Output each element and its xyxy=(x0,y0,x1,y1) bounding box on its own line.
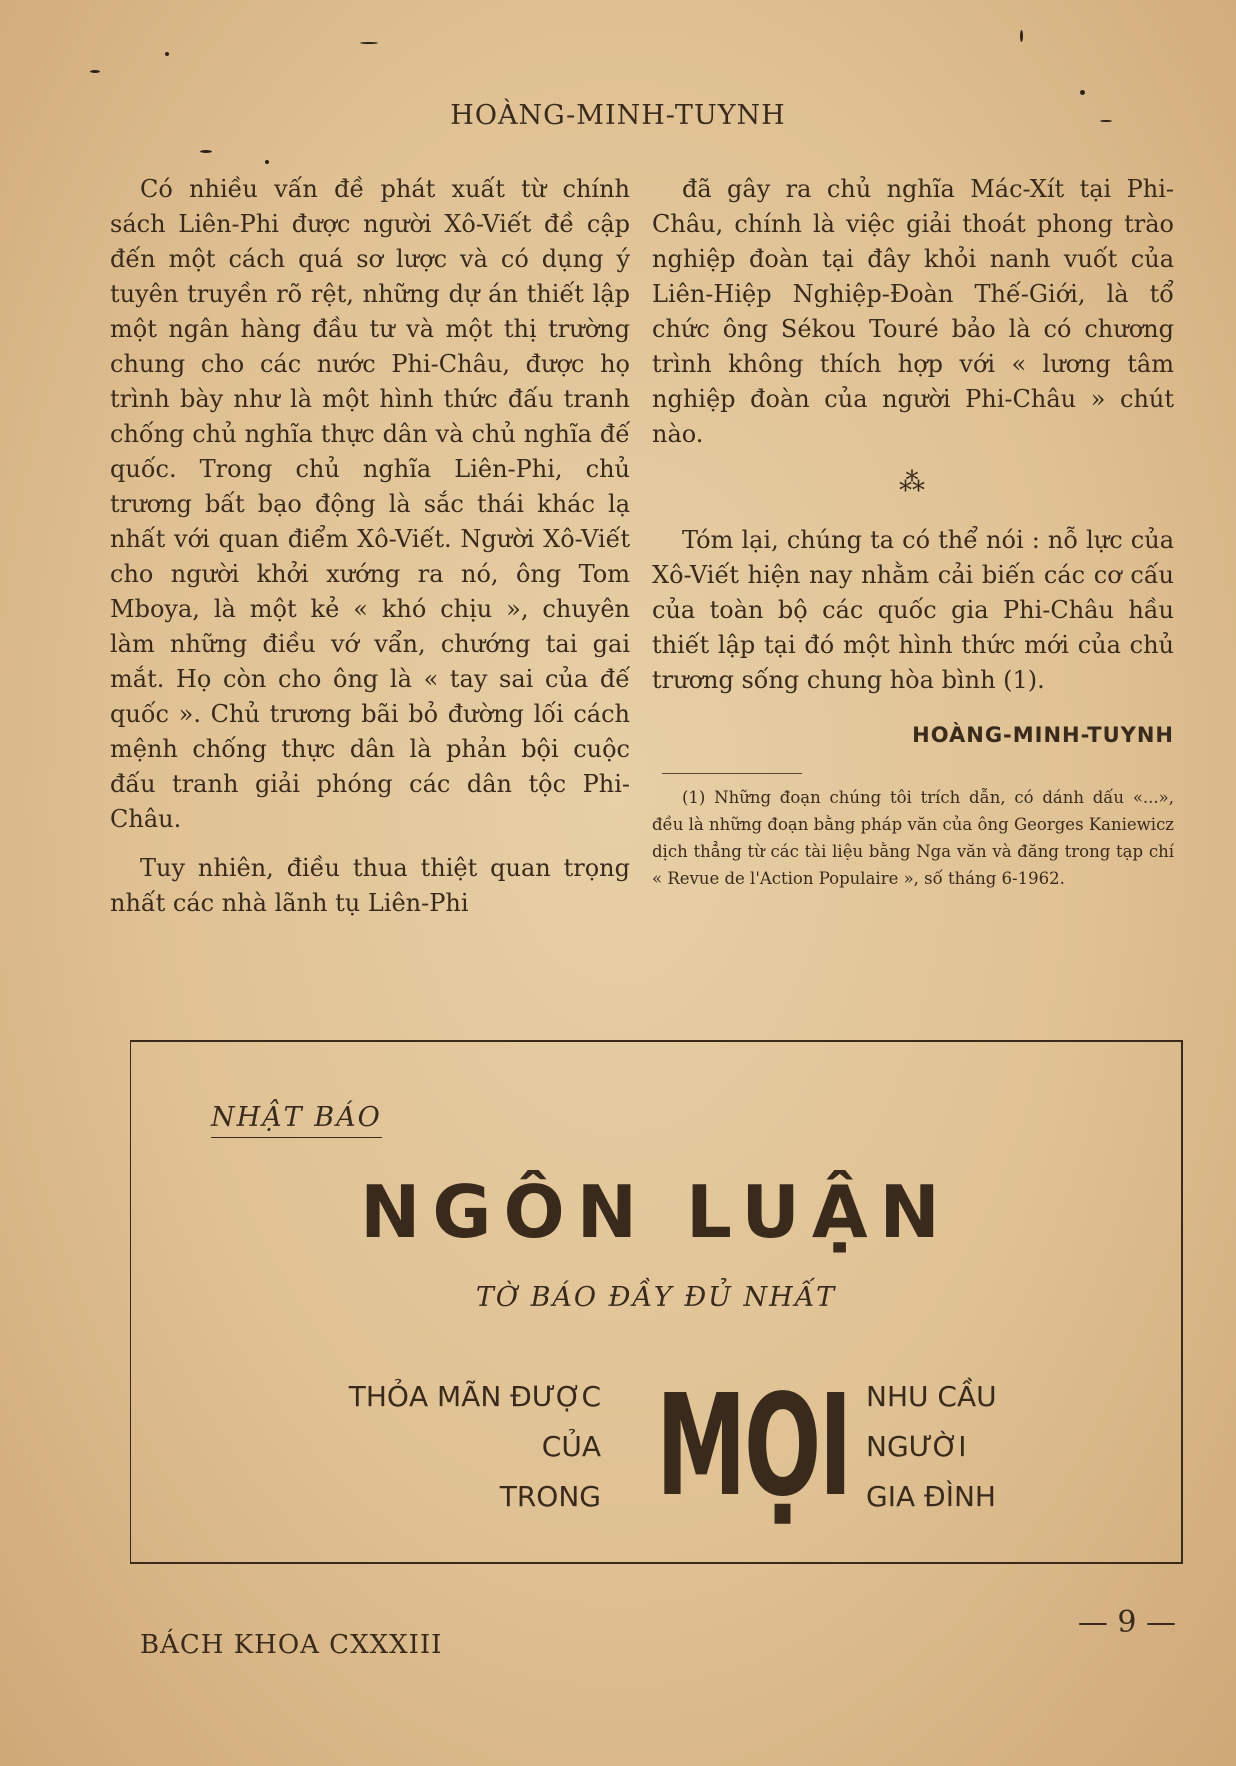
page-header-author: HOÀNG-MINH-TUYNH xyxy=(450,100,786,131)
ad-newspaper-name: NGÔN LUẬN xyxy=(360,1170,952,1254)
left-column xyxy=(110,172,630,935)
page-number: — 9 — xyxy=(1077,1605,1176,1640)
left-paragraph-2: Tuy nhiên, điều thua thiệt quan trọng nhất các nhà lãnh tụ Liên-Phi xyxy=(110,854,630,917)
section-separator-asterism: ⁂ xyxy=(899,468,927,498)
newspaper-advertisement xyxy=(130,1040,1183,1564)
ad-label: NHẬT BÁO xyxy=(211,1102,382,1138)
paper-speck xyxy=(360,42,378,44)
paper-speck xyxy=(165,52,169,56)
footnote: (1) Những đoạn chúng tôi trích dẫn, có dánh dấu «...», đều là những đoạn bằng pháp văn của ông Georges Kaniewicz dịch thẳng từ các tài liệu bằng Nga văn và đăng trong tạp chí « Revue de l'Action Populaire », số tháng 6-1962. xyxy=(652,788,1174,888)
article-signature: HOÀNG-MINH-TUYNH xyxy=(912,723,1174,747)
ad-right-line-2: NGƯỜI xyxy=(866,1430,967,1463)
paper-speck xyxy=(1100,120,1112,122)
ad-left-line-2: CỦA xyxy=(541,1430,601,1463)
paper-speck xyxy=(1020,30,1023,42)
ad-right-line-3: GIA ĐÌNH xyxy=(866,1480,996,1513)
paper-speck xyxy=(265,160,269,164)
right-paragraph-1: đã gây ra chủ nghĩa Mác-Xít tại Phi-Châu, chính là việc giải thoát phong trào nghiệp đoàn tại đây khỏi nanh vuốt của Liên-Hiệp Nghiệp-Đoàn Thế-Giới, là tổ chức ông Sékou Touré bảo là có chương trình không thích hợp với « lương tâm nghiệp đoàn của người Phi-Châu » chút nào. xyxy=(652,175,1174,448)
ad-tagline: TỜ BÁO ĐẦY ĐỦ NHẤT xyxy=(475,1282,837,1313)
ad-left-line-1: THỎA MÃN ĐƯỢC xyxy=(348,1380,601,1413)
ad-big-word: MỌI xyxy=(656,1365,850,1528)
ad-right-line-1: NHU CẦU xyxy=(866,1380,997,1413)
publication-footer: BÁCH KHOA CXXXIII xyxy=(140,1630,443,1660)
left-paragraph-1: Có nhiều vấn đề phát xuất từ chính sách Liên-Phi được người Xô-Viết đề cập đến một cách quá sơ lược và có dụng ý tuyên truyền rõ rệt, những dự án thiết lập một ngân hàng đầu tư và một thị trường chung cho các nước Phi-Châu, được họ trình bày như là một hình thức đấu tranh chống chủ nghĩa thực dân và chủ nghĩa đế quốc. Trong chủ nghĩa Liên-Phi, chủ trương bất bạo động là sắc thái khác lạ nhất với quan điểm Xô-Viết. Người Xô-Viết cho người khởi xướng ra nó, ông Tom Mboya, là một kẻ « khó chịu », chuyên làm những điều vớ vẩn, chướng tai gai mắt. Họ còn cho ông là « tay sai của đế quốc ». Chủ trương bãi bỏ đường lối cách mệnh chống thực dân là phản bội cuộc đấu tranh giải phóng các dân tộc Phi-Châu. xyxy=(110,175,630,833)
ad-left-line-3: TRONG xyxy=(499,1480,601,1513)
paper-speck xyxy=(200,150,212,153)
ad-left-lines xyxy=(251,1372,601,1522)
right-paragraph-2: Tóm lại, chúng ta có thể nói : nỗ lực của Xô-Viết hiện nay nhằm cải biến các cơ cấu của toàn bộ các quốc gia Phi-Châu hầu thiết lập tại đó một hình thức mới của chủ trương sống chung hòa bình (1). xyxy=(652,526,1174,694)
ad-right-lines xyxy=(866,1372,1086,1522)
footnote-divider xyxy=(662,773,802,774)
right-column xyxy=(652,172,1174,906)
paper-speck xyxy=(1080,90,1085,95)
paper-speck xyxy=(90,70,100,73)
